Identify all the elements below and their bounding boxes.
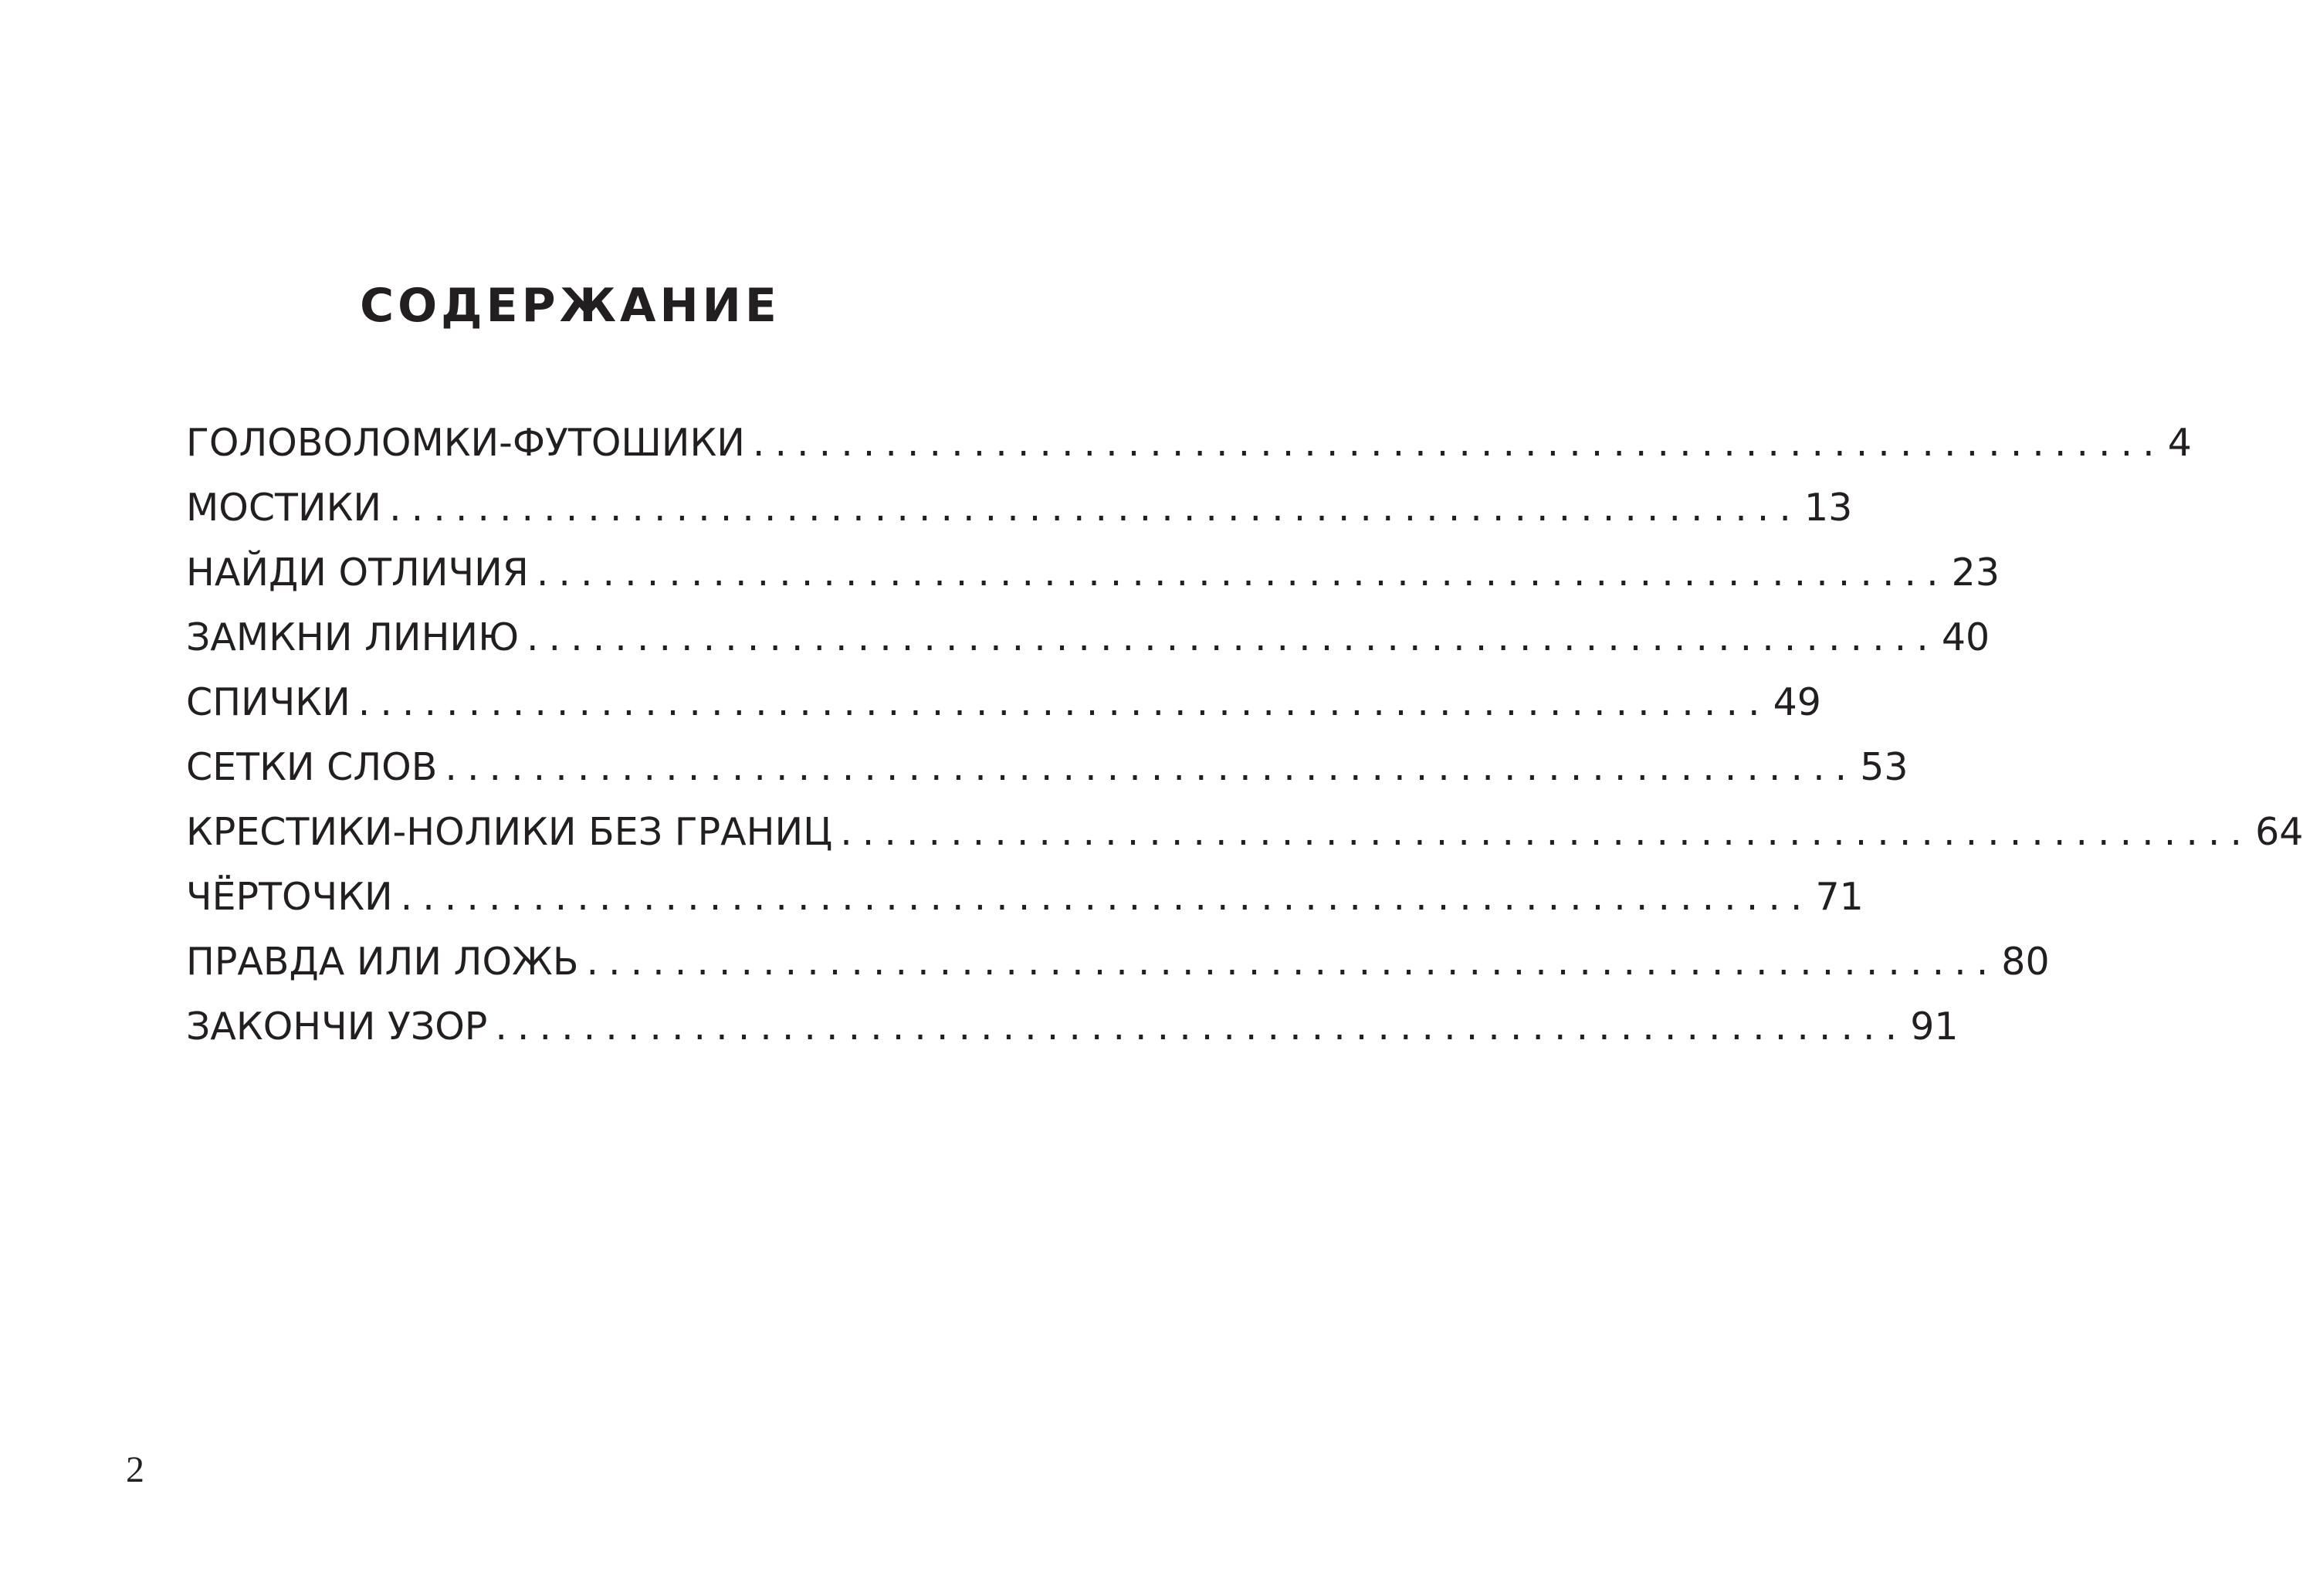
toc-leader-dots: ................................................................ bbox=[752, 421, 2165, 465]
toc-entry-page: 40 bbox=[1941, 615, 1990, 659]
toc-leader-dots: ................................................................ bbox=[840, 810, 2253, 854]
toc-entry-label: ЗАКОНЧИ УЗОР bbox=[186, 1005, 488, 1049]
toc-entry-label: ЗАМКНИ ЛИНИЮ bbox=[186, 615, 519, 659]
toc-entry-label: НАЙДИ ОТЛИЧИЯ bbox=[186, 551, 529, 595]
toc-entry-futoshiki bbox=[186, 417, 2192, 482]
toc-leader-dots: ................................................................ bbox=[536, 551, 1949, 595]
toc-entry-word-grids bbox=[186, 741, 1908, 806]
toc-entry-page: 13 bbox=[1803, 486, 1853, 530]
toc-leader-dots: ................................................................ bbox=[586, 940, 1999, 984]
toc-entry-bridges bbox=[186, 482, 1853, 547]
page-title: СОДЕРЖАНИЕ bbox=[360, 279, 781, 333]
toc-leader-dots: ................................................................ bbox=[445, 745, 1858, 789]
toc-leader-dots: ................................................................ bbox=[526, 615, 1939, 659]
toc-entry-label: СПИЧКИ bbox=[186, 680, 351, 724]
toc-entry-true-or-false bbox=[186, 936, 2050, 1001]
toc-leader-dots: ................................................................ bbox=[495, 1005, 1908, 1049]
toc-leader-dots: ................................................................ bbox=[400, 875, 1813, 919]
toc-entry-page: 4 bbox=[2167, 421, 2192, 465]
toc-entry-label: МОСТИКИ bbox=[186, 486, 382, 530]
page-number: 2 bbox=[126, 1449, 144, 1490]
toc-leader-dots: ................................................................ bbox=[357, 680, 1770, 724]
toc-entry-matches bbox=[186, 676, 1821, 741]
toc-entry-label: КРЕСТИКИ-НОЛИКИ БЕЗ ГРАНИЦ bbox=[186, 810, 833, 854]
toc-entry-page: 53 bbox=[1860, 745, 1908, 789]
toc-entry-label: ПРАВДА ИЛИ ЛОЖЬ bbox=[186, 940, 579, 984]
toc-entry-label: ЧЁРТОЧКИ bbox=[186, 875, 393, 919]
toc-entry-close-line bbox=[186, 612, 1990, 676]
toc-entry-page: 80 bbox=[2001, 940, 2050, 984]
toc-entry-find-differences bbox=[186, 547, 2000, 612]
toc-entry-page: 91 bbox=[1910, 1005, 1959, 1049]
table-of-contents bbox=[186, 417, 2303, 1066]
toc-entry-dashes bbox=[186, 871, 1864, 936]
toc-entry-page: 23 bbox=[1951, 551, 2000, 595]
toc-entry-page: 64 bbox=[2255, 810, 2303, 854]
toc-entry-page: 49 bbox=[1773, 680, 1821, 724]
toc-entry-label: СЕТКИ СЛОВ bbox=[186, 745, 438, 789]
toc-entry-page: 71 bbox=[1815, 875, 1864, 919]
toc-leader-dots: ................................................................ bbox=[389, 486, 1801, 530]
toc-entry-tic-tac-toe bbox=[186, 806, 2303, 871]
toc-entry-finish-pattern bbox=[186, 1001, 1959, 1066]
toc-entry-label: ГОЛОВОЛОМКИ-ФУТОШИКИ bbox=[186, 421, 745, 465]
